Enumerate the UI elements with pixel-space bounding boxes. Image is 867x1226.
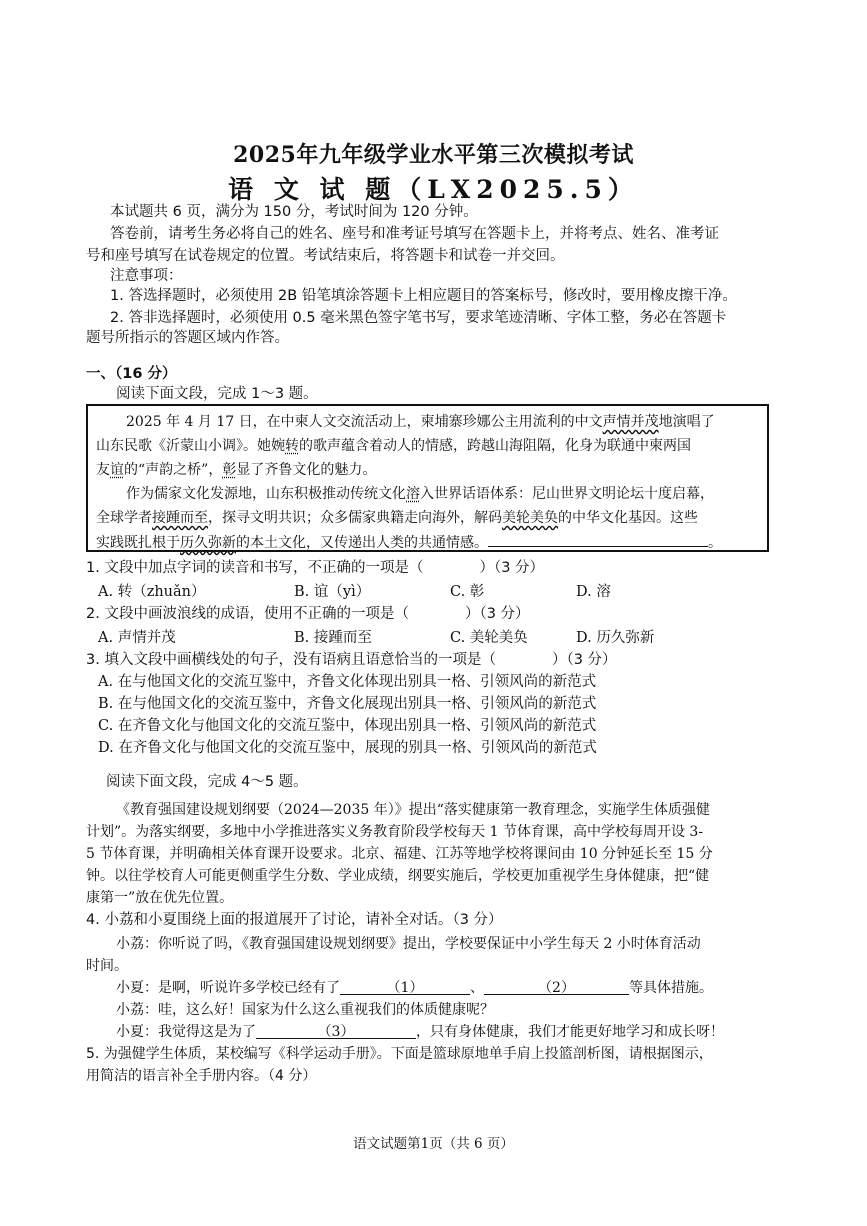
exam-subtitle: 语 文 试 题（LX2025.5） bbox=[228, 175, 639, 204]
q2-option-b[interactable]: B. 接踵而至 bbox=[294, 630, 372, 646]
section-1-intro: 阅读下面文段，完成 1～3 题。 bbox=[116, 386, 318, 402]
q4-stem: 4. 小荔和小夏围绕上面的报道展开了讨论，请补全对话。（3 分） bbox=[86, 912, 503, 928]
q3-stem: 3. 填入文段中画横线处的句子，没有语病且语意恰当的一项是（ ）（3 分） bbox=[86, 652, 617, 668]
passage-line-1: 2025 年 4 月 17 日，在中柬人文交流活动上，柬埔寨珍娜公主用流利的中文声情并茂地演唱了 bbox=[126, 414, 715, 430]
q3-option-c[interactable]: C. 在齐鲁文化与他国文化的交流互鉴中，体现出别具一格、引领风尚的新范式 bbox=[98, 718, 597, 734]
exam-title: 2025年九年级学业水平第三次模拟考试 bbox=[233, 142, 634, 168]
q5-stem-1: 5. 为强健学生体质，某校编写《科学运动手册》。下面是篮球原地单手肩上投篮剖析图，请根据图示， bbox=[86, 1046, 713, 1062]
passage2-line-2: 计划”。为落实纲要，多地中小学推进落实义务教育阶段学校每天 1 节体育课，高中学校每周开设 3- bbox=[86, 824, 704, 840]
section-1-heading: 一、（16 分） bbox=[86, 366, 177, 382]
passage2-line-5: 康第一”放在优先位置。 bbox=[86, 890, 234, 906]
note-2b: 题号所指示的答题区域内作答。 bbox=[86, 330, 289, 346]
q1-option-c[interactable]: C. 彰 bbox=[450, 584, 485, 600]
passage-line-3: 友谊的“声韵之桥”，彰显了齐鲁文化的魅力。 bbox=[96, 462, 377, 478]
passage-line-5: 全球学者接踵而至，探寻文明共识；众多儒家典籍走向海外，解码美轮美奂的中华文化基因。这些 bbox=[96, 510, 698, 526]
instructions-line-2: 答卷前，请考生务必将自己的姓名、座号和准考证号填写在答题卡上，并将考点、姓名、准考证 bbox=[110, 226, 719, 242]
q1-option-a[interactable]: A. 转（zhuǎn） bbox=[98, 584, 206, 600]
note-2a: 2. 答非选择题时，必须使用 0.5 毫米黑色签字笔书写，要求笔迹清晰、字体工整，务必在答题卡 bbox=[110, 310, 727, 326]
q2-stem: 2. 文段中画波浪线的成语，使用不正确的一项是（ ）（3 分） bbox=[86, 606, 530, 622]
q4-blank-2[interactable]: （2） bbox=[484, 978, 629, 995]
q4-dialogue-2: 小夏：是啊，听说许多学校已经有了 （1） 、 （2） 等具体措施。 bbox=[116, 980, 713, 996]
q1-stem: 1. 文段中加点字词的读音和书写，不正确的一项是（ ）（3 分） bbox=[86, 560, 545, 576]
q4-dialogue-1a: 小荔：你听说了吗，《教育强国建设规划纲要》提出，学校要保证中小学生每天 2 小时体育活动 bbox=[116, 936, 701, 952]
passage-line-6: 实践既扎根于历久弥新的本土文化，又传递出人类的共通情感。 。 bbox=[96, 530, 722, 553]
section-1-intro-2: 阅读下面文段，完成 4～5 题。 bbox=[106, 774, 308, 790]
q4-blank-1[interactable]: （1） bbox=[340, 978, 470, 995]
passage2-line-3: 5 节体育课，并明确相关体育课开设要求。北京、福建、江苏等地学校将课间由 10 分钟延长至 15 分 bbox=[86, 846, 713, 862]
q2-option-a[interactable]: A. 声情并茂 bbox=[98, 630, 176, 646]
q1-option-d[interactable]: D. 溶 bbox=[576, 584, 611, 600]
passage-line-2: 山东民歌《沂蒙山小调》。她婉转的歌声蕴含着动人的情感，跨越山海阻隔，化身为联通中柬两国 bbox=[96, 438, 691, 454]
instructions-line-3: 号和座号填写在试卷规定的位置。考试结束后，将答题卡和试卷一并交回。 bbox=[86, 248, 565, 264]
q4-dialogue-3: 小荔：哇，这么好！国家为什么这么重视我们的体质健康呢？ bbox=[116, 1002, 494, 1018]
note-1: 1. 答选择题时，必须使用 2B 铅笔填涂答题卡上相应题目的答案标号，修改时，要用橡皮擦干净。 bbox=[110, 288, 737, 304]
passage2-line-4: 钟。以往学校育人可能更侧重学生分数、学业成绩，纲要实施后，学校更加重视学生身体健康，把“健 bbox=[86, 868, 710, 884]
q2-option-d[interactable]: D. 历久弥新 bbox=[576, 630, 655, 646]
q1-option-b[interactable]: B. 谊（yì） bbox=[294, 584, 371, 600]
instructions-line-1: 本试题共 6 页，满分为 150 分，考试时间为 120 分钟。 bbox=[110, 204, 478, 220]
notes-title: 注意事项： bbox=[110, 268, 183, 284]
q3-option-d[interactable]: D. 在齐鲁文化与他国文化的交流互鉴中，展现的别具一格、引领风尚的新范式 bbox=[98, 740, 597, 756]
q3-option-a[interactable]: A. 在与他国文化的交流互鉴中，齐鲁文化体现出别具一格、引领风尚的新范式 bbox=[98, 674, 597, 690]
passage-line-4: 作为儒家文化发源地，山东积极推动传统文化溶入世界话语体系：尼山世界文明论坛十度启幕， bbox=[126, 486, 714, 502]
q4-dialogue-4: 小夏：我觉得这是为了 （3） ，只有身体健康，我们才能更好地学习和成长呀！ bbox=[116, 1024, 724, 1040]
q2-option-c[interactable]: C. 美轮美奂 bbox=[450, 630, 528, 646]
passage-blank[interactable] bbox=[488, 530, 708, 547]
passage2-line-1: 《教育强国建设规划纲要（2024—2035 年）》提出“落实健康第一教育理念，实施学生体质强健 bbox=[116, 802, 710, 818]
q4-dialogue-1b: 时间。 bbox=[86, 958, 128, 974]
q4-blank-3[interactable]: （3） bbox=[256, 1022, 416, 1039]
q3-option-b[interactable]: B. 在与他国文化的交流互鉴中，齐鲁文化展现出别具一格、引领风尚的新范式 bbox=[98, 696, 597, 712]
q5-stem-2: 用简洁的语言补全手册内容。（4 分） bbox=[86, 1068, 317, 1084]
page-footer: 语文试题第1页（共 6 页） bbox=[353, 1136, 514, 1152]
